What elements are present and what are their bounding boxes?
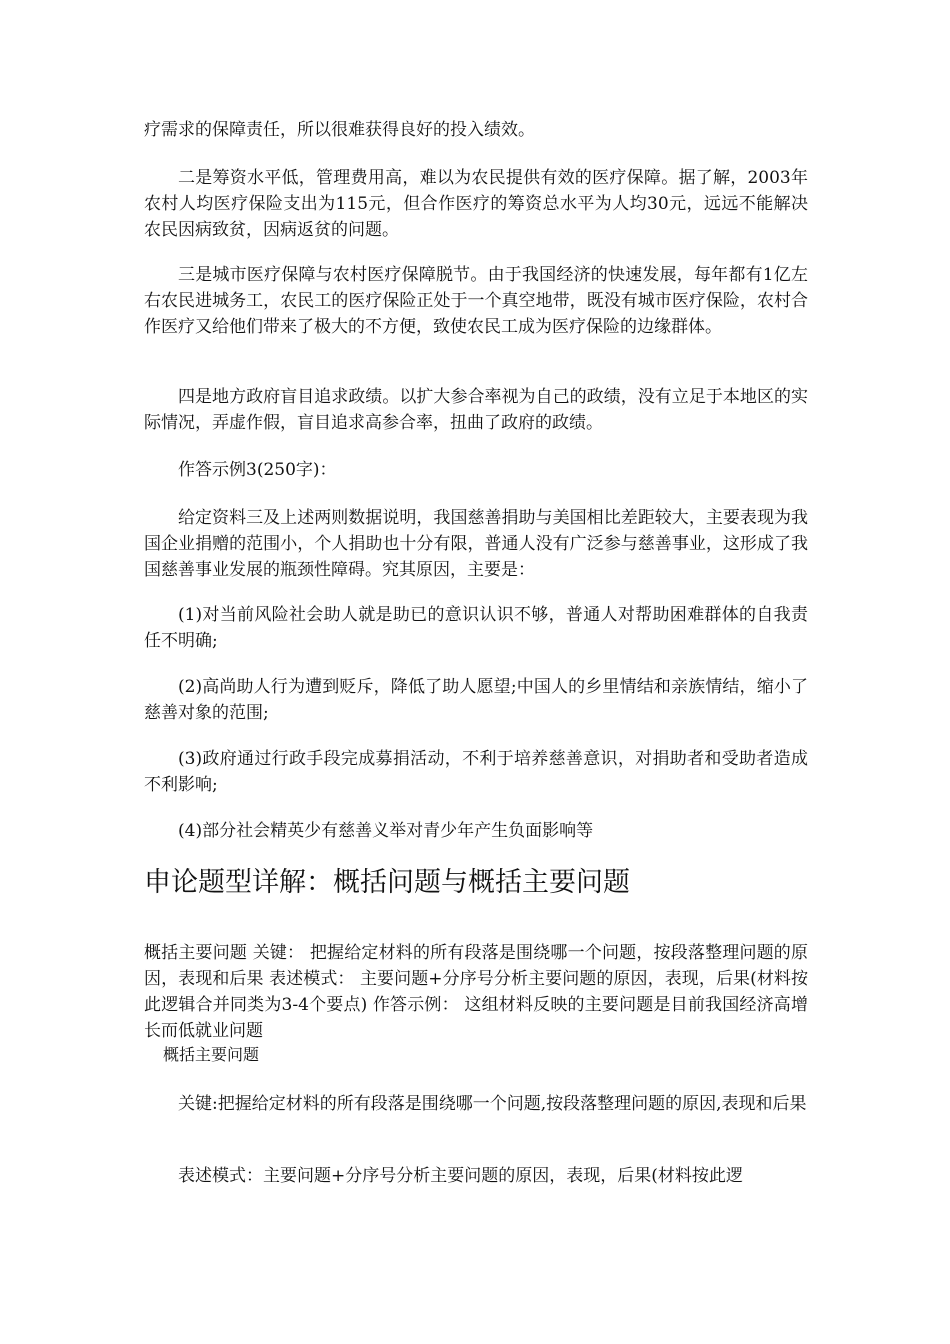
paragraph-point-three: 三是城市医疗保障与农村医疗保障脱节。由于我国经济的快速发展，每年都有1亿左右农民进城务工，农民工的医疗保险正处于一个真空地带，既没有城市医疗保险，农村合作医疗又给他们带来了极大的不方便，致使农民工成为医疗保险的边缘群体。 — [144, 265, 808, 337]
list-item-2: (2)高尚助人行为遭到贬斥，降低了助人愿望;中国人的乡里情结和亲族情结，缩小了慈善对象的范围; — [144, 677, 808, 723]
section-heading: 申论题型详解：概括问题与概括主要问题 — [144, 867, 630, 898]
paragraph-point-four: 四是地方政府盲目追求政绩。以扩大参合率视为自己的政绩，没有立足于本地区的实际情况，弄虚作假，盲目追求高参合率，扭曲了政府的政绩。 — [144, 387, 808, 433]
key-paragraph: 关键:把握给定材料的所有段落是围绕哪一个问题,按段落整理问题的原因,表现和后果 — [178, 1094, 807, 1114]
paragraph-point-two: 二是筹资水平低，管理费用高，难以为农民提供有效的医疗保障。据了解，2003年农村人均医疗保险支出为115元，但合作医疗的筹资总水平为人均30元，远远不能解决农民因病致贫，因病返贫的问题。 — [144, 168, 808, 240]
paragraph-answer-intro: 给定资料三及上述两则数据说明，我国慈善捐助与美国相比差距较大，主要表现为我国企业捐赠的范围小，个人捐助也十分有限，普通人没有广泛参与慈善事业，这形成了我国慈善事业发展的瓶颈性障碍。究其原因，主要是： — [144, 508, 808, 580]
answer-example-label: 作答示例3(250字)： — [178, 460, 337, 480]
list-item-1: (1)对当前风险社会助人就是助已的意识认识不够，普通人对帮助困难群体的自我责任不明确; — [144, 605, 808, 651]
subheading: 概括主要问题 — [163, 1045, 260, 1064]
list-item-3: (3)政府通过行政手段完成募捐活动，不利于培养慈善意识，对捐助者和受助者造成不利影响; — [144, 749, 808, 795]
summary-paragraph: 概括主要问题 关键： 把握给定材料的所有段落是围绕哪一个问题，按段落整理问题的原因，表现和后果 表述模式： 主要问题+分序号分析主要问题的原因，表现，后果(材料按此逻辑合并同类为3-4个要点) 作答示例： 这组材料反映的主要问题是目前我国经济高增长而低就业问题 — [144, 943, 808, 1041]
paragraph-continuation: 疗需求的保障责任，所以很难获得良好的投入绩效。 — [144, 120, 535, 140]
list-item-4: (4)部分社会精英少有慈善义举对青少年产生负面影响等 — [178, 821, 594, 841]
mode-paragraph: 表述模式：主要问题+分序号分析主要问题的原因，表现，后果(材料按此逻 — [178, 1166, 743, 1186]
